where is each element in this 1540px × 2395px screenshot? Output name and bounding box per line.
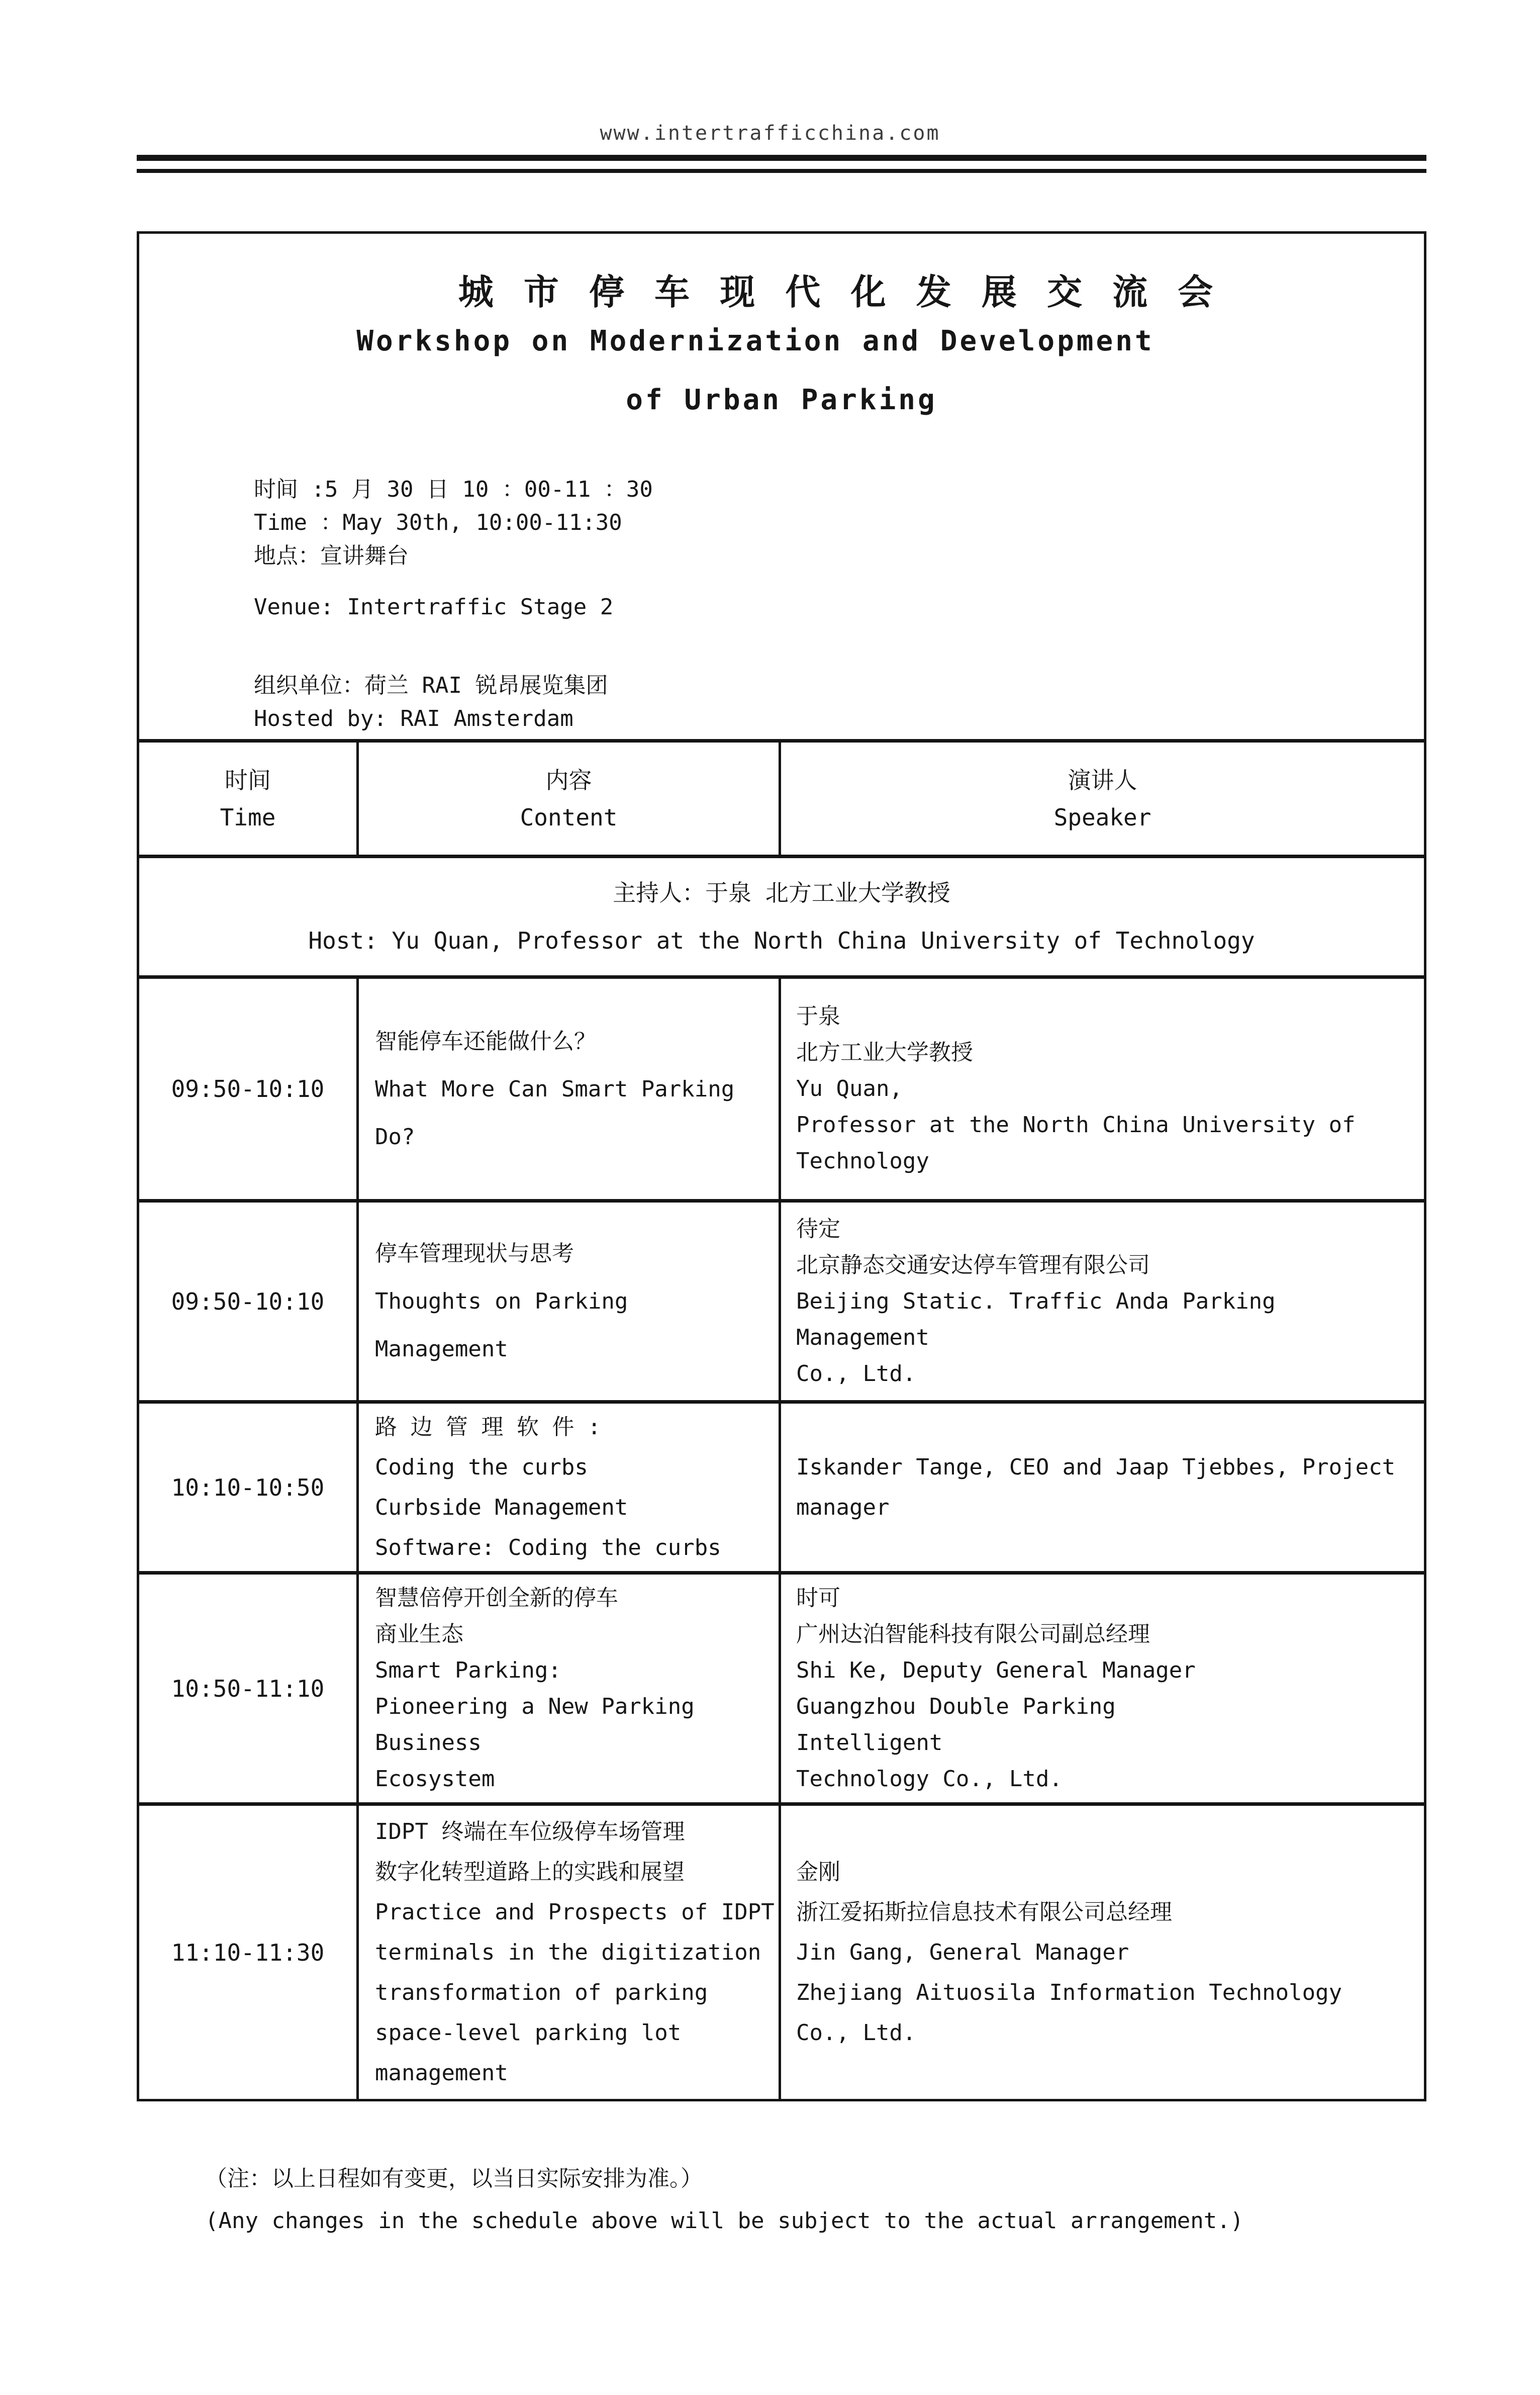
- speaker-line: 时可: [796, 1585, 840, 1611]
- site-url: www.intertrafficchina.com: [600, 122, 940, 145]
- content-line: space-level parking lot: [375, 2019, 682, 2046]
- header-rule-thick: [137, 155, 1426, 161]
- session-content: [356, 1203, 781, 1400]
- session-time: [139, 1404, 356, 1571]
- speaker-line: Jin Gang, General Manager: [796, 1939, 1129, 1965]
- speaker-line: manager: [796, 1494, 890, 1520]
- note-zh: （注：以上日程如有变更，以当日实际安排为准。）: [205, 2166, 703, 2191]
- table-header-content-zh: 内容: [545, 766, 592, 794]
- event-time-en: Time ：May 30th, 10:00-11:30: [254, 510, 622, 535]
- session-content: [356, 979, 781, 1199]
- speaker-line: 广州达泊智能科技有限公司副总经理: [796, 1621, 1150, 1647]
- speaker-line: 北方工业大学教授: [796, 1040, 973, 1065]
- content-line: Curbside Management: [375, 1494, 628, 1520]
- content-line: What More Can Smart Parking: [375, 1076, 735, 1102]
- speaker-line: Shi Ke, Deputy General Manager: [796, 1657, 1196, 1683]
- table-header-content: [356, 743, 781, 855]
- session-time-value: 11:10-11:30: [171, 1939, 325, 1966]
- event-organizer-zh: 组织单位：荷兰 RAI 锐昂展览集团: [254, 673, 608, 698]
- session-content: [356, 1575, 781, 1802]
- table-header-content-en: Content: [520, 803, 618, 831]
- speaker-line: 浙江爱拓斯拉信息技术有限公司总经理: [796, 1899, 1172, 1925]
- speaker-line: 北京静态交通安达停车管理有限公司: [796, 1252, 1150, 1278]
- content-line: transformation of parking: [375, 1979, 708, 2005]
- session-speaker: [781, 979, 1424, 1199]
- content-line: 数字化转型道路上的实践和展望: [375, 1859, 685, 1885]
- content-line: Coding the curbs: [375, 1454, 588, 1480]
- table-header-speaker: [781, 743, 1424, 855]
- event-organizer-en: Hosted by: RAI Amsterdam: [254, 706, 573, 731]
- speaker-line: Zhejiang Aituosila Information Technology: [796, 1979, 1342, 2005]
- content-line: 停车管理现状与思考: [375, 1241, 574, 1266]
- speaker-line: 待定: [796, 1216, 840, 1242]
- table-header-speaker-zh: 演讲人: [1068, 766, 1137, 794]
- header-rule-thin: [137, 169, 1426, 173]
- speaker-line: Co., Ltd.: [796, 2019, 916, 2046]
- content-line: Do?: [375, 1124, 415, 1150]
- speaker-line: Iskander Tange, CEO and Jaap Tjebbes, Project: [796, 1454, 1396, 1480]
- table-header-speaker-en: Speaker: [1053, 803, 1151, 831]
- content-line: Management: [375, 1336, 508, 1362]
- session-content: [356, 1806, 781, 2099]
- session-row-5: [139, 1802, 1424, 2099]
- event-info: [139, 473, 1424, 735]
- session-row-1: [139, 975, 1424, 1199]
- footer-notes: [205, 2158, 1243, 2242]
- content-line: 智慧倍停开创全新的停车: [375, 1585, 618, 1611]
- session-row-4: [139, 1571, 1424, 1802]
- content-line: management: [375, 2060, 508, 2086]
- speaker-line: 金刚: [796, 1859, 840, 1885]
- speaker-line: Co., Ltd.: [796, 1360, 916, 1387]
- event-venue-zh: 地点：宣讲舞台: [254, 543, 409, 569]
- speaker-line: Beijing Static. Traffic Anda Parking: [796, 1288, 1276, 1314]
- speaker-line: Technology Co., Ltd.: [796, 1766, 1063, 1792]
- content-line: 路 边 管 理 软 件 :: [375, 1414, 601, 1440]
- workshop-title-zh: 城 市 停 车 现 代 化 发 展 交 流 会: [458, 271, 1218, 313]
- event-venue-en: Venue: Intertraffic Stage 2: [254, 594, 614, 620]
- content-line: 智能停车还能做什么？: [375, 1028, 596, 1054]
- session-content: [356, 1404, 781, 1571]
- session-time-value: 09:50-10:10: [171, 1075, 325, 1102]
- workshop-title-en-line1: Workshop on Modernization and Development: [356, 325, 1154, 357]
- speaker-line: Guangzhou Double Parking: [796, 1693, 1116, 1719]
- session-time-value: 10:50-11:10: [171, 1675, 325, 1702]
- title-section: [139, 234, 1424, 739]
- speaker-line: Yu Quan,: [796, 1076, 903, 1101]
- session-row-2: [139, 1199, 1424, 1400]
- session-speaker: [781, 1203, 1424, 1400]
- moderator-en: Host: Yu Quan, Professor at the North China University of Technology: [308, 927, 1255, 954]
- content-line: Practice and Prospects of IDPT: [375, 1899, 775, 1925]
- session-row-3: [139, 1400, 1424, 1571]
- speaker-line: Professor at the North China University of: [796, 1112, 1356, 1138]
- content-line: Smart Parking:: [375, 1657, 561, 1683]
- session-speaker: [781, 1575, 1424, 1802]
- event-time-zh: 时间 :5 月 30 日 10 ：00-11 ：30: [254, 477, 653, 502]
- content-line: Business: [375, 1729, 482, 1756]
- session-time: [139, 1203, 356, 1400]
- session-time: [139, 1575, 356, 1802]
- moderator-zh: 主持人：于泉 北方工业大学教授: [613, 879, 950, 906]
- speaker-line: Technology: [796, 1148, 929, 1174]
- content-line: Software: Coding the curbs: [375, 1534, 721, 1560]
- session-time-value: 09:50-10:10: [171, 1287, 325, 1315]
- content-line: 商业生态: [375, 1621, 463, 1647]
- session-speaker: [781, 1806, 1424, 2099]
- speaker-line: 于泉: [796, 1003, 840, 1029]
- note-en: (Any changes in the schedule above will be subject to the actual arrangement.): [205, 2208, 1244, 2234]
- session-time-value: 10:10-10:50: [171, 1473, 325, 1501]
- workshop-title-en-line2: of Urban Parking: [626, 384, 937, 416]
- session-time: [139, 1806, 356, 2099]
- content-line: Thoughts on Parking: [375, 1288, 628, 1314]
- content-line: Pioneering a New Parking: [375, 1693, 695, 1719]
- content-line: IDPT 终端在车位级停车场管理: [375, 1818, 685, 1845]
- table-header-time-en: Time: [220, 803, 276, 831]
- table-header-time: [139, 743, 356, 855]
- moderator-row: [139, 855, 1424, 975]
- table-header-row: [139, 739, 1424, 855]
- schedule-box: [137, 231, 1426, 2101]
- speaker-line: Management: [796, 1324, 929, 1350]
- session-time: [139, 979, 356, 1199]
- content-line: Ecosystem: [375, 1766, 495, 1792]
- table-header-time-zh: 时间: [225, 766, 271, 794]
- speaker-line: Intelligent: [796, 1729, 943, 1756]
- content-line: terminals in the digitization: [375, 1939, 761, 1965]
- session-speaker: [781, 1404, 1424, 1571]
